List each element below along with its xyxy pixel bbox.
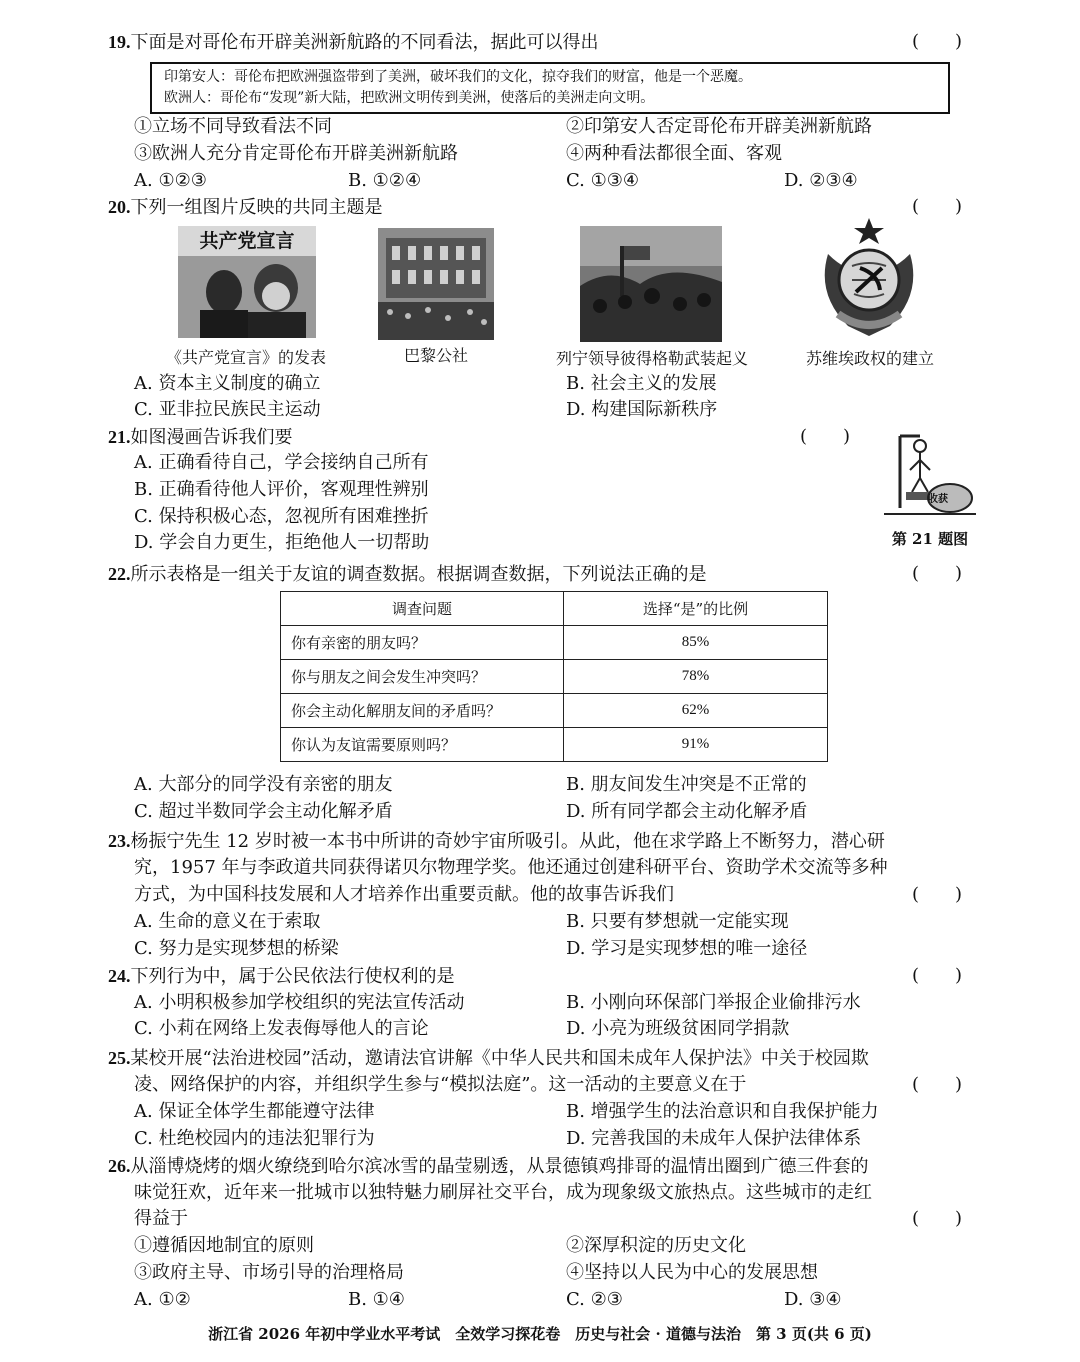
q19-answer-blank[interactable]: ( )	[912, 31, 963, 52]
paris-commune-image	[378, 228, 494, 340]
q20-option-d[interactable]: D. 构建国际新秩序	[566, 399, 718, 420]
manifesto-photo	[178, 226, 316, 338]
q26-option-b[interactable]: B. ①④	[348, 1289, 405, 1310]
q25-stem-line-1: 25.某校开展“法治进校园”活动，邀请法官讲解《中华人民共和国未成年人保护法》中关于校园欺	[108, 1048, 869, 1069]
q19-item-2: ②印第安人否定哥伦布开辟美洲新航路	[566, 116, 872, 137]
q24-number: 24.	[108, 966, 131, 986]
q23-option-c[interactable]: C. 努力是实现梦想的桥梁	[134, 938, 339, 959]
q24-stem: 24.下列行为中，属于公民依法行使权利的是	[108, 966, 455, 987]
q21-figure-caption: 第 21 题图	[891, 530, 969, 548]
q21-stem: 21.如图漫画告诉我们要	[108, 427, 293, 448]
q26-item-4: ④坚持以人民为中心的发展思想	[566, 1262, 818, 1283]
q19-item-3: ③欧洲人充分肯定哥伦布开辟美洲新航路	[134, 143, 458, 164]
row-percent: 91%	[564, 728, 828, 762]
q24-option-d[interactable]: D. 小亮为班级贫困同学捐款	[566, 1018, 790, 1039]
paris-commune-photo	[378, 228, 494, 340]
q19-quote-indian: 印第安人：哥伦布把欧洲强盗带到了美洲，破坏我们的文化，掠夺我们的财富，他是一个恶魔。	[164, 69, 752, 85]
q26-option-a[interactable]: A. ①②	[134, 1289, 191, 1310]
q26-stem-line-1: 26.从淄博烧烤的烟火缭绕到哈尔滨冰雪的晶莹剔透，从景德镇鸡排哥的温情出圈到广德三件套的	[108, 1156, 869, 1177]
q21-option-a[interactable]: A. 正确看待自己，学会接纳自己所有	[134, 452, 429, 473]
q24-option-c[interactable]: C. 小莉在网络上发表侮辱他人的言论	[134, 1018, 429, 1039]
q25-stem-line-2: 凌、网络保护的内容，并组织学生参与“模拟法庭”。这一活动的主要意义在于	[134, 1074, 747, 1095]
table-row	[281, 728, 828, 762]
q20-option-a[interactable]: A. 资本主义制度的确立	[134, 373, 321, 394]
soviet-emblem	[808, 214, 930, 340]
uprising-image	[580, 226, 722, 342]
portrait-figures	[178, 226, 316, 338]
q24-option-b[interactable]: B. 小刚向环保部门举报企业偷排污水	[566, 992, 861, 1013]
q25-option-b[interactable]: B. 增强学生的法治意识和自我保护能力	[566, 1101, 879, 1122]
q24-answer-blank[interactable]: ( )	[912, 965, 963, 986]
q22-answer-blank[interactable]: ( )	[912, 563, 963, 584]
row-percent: 85%	[564, 626, 828, 660]
q22-number: 22.	[108, 564, 131, 584]
q19-stem: 19.下面是对哥伦布开辟美洲新航路的不同看法，据此可以得出	[108, 32, 599, 53]
row-question: 你会主动化解朋友间的矛盾吗？	[281, 694, 564, 728]
q22-option-c[interactable]: C. 超过半数同学会主动化解矛盾	[134, 801, 393, 822]
cartoon-figure	[880, 430, 980, 520]
page-footer: 浙江省 2026 年初中学业水平考试 全效学习探花卷 历史与社会 · 道德与法治 第 3 页(共 6 页)	[208, 1325, 872, 1343]
q23-stem-line-1: 23.杨振宁先生 12 岁时被一本书中所讲的奇妙宇宙所吸引。从此，他在求学路上不断努力，潜心研	[108, 831, 885, 852]
q20-answer-blank[interactable]: ( )	[912, 196, 963, 217]
q19-quote-box	[150, 62, 950, 114]
q22-option-a[interactable]: A. 大部分的同学没有亲密的朋友	[134, 774, 393, 795]
q26-number: 26.	[108, 1156, 131, 1176]
q22-stem: 22.所示表格是一组关于友谊的调查数据。根据调查数据，下列说法正确的是	[108, 564, 707, 585]
q26-answer-blank[interactable]: ( )	[912, 1208, 963, 1229]
q25-option-d[interactable]: D. 完善我国的未成年人保护法律体系	[566, 1128, 862, 1149]
q19-option-a[interactable]: A. ①②③	[134, 170, 207, 191]
q23-number: 23.	[108, 831, 131, 851]
table-row	[281, 694, 828, 728]
q21-number: 21.	[108, 427, 131, 447]
q24-option-a[interactable]: A. 小明积极参加学校组织的宪法宣传活动	[134, 992, 465, 1013]
table-row	[281, 626, 828, 660]
q25-option-c[interactable]: C. 杜绝校园内的违法犯罪行为	[134, 1128, 375, 1149]
q20-option-b[interactable]: B. 社会主义的发展	[566, 373, 717, 394]
header-yes-ratio: 选择“是”的比例	[564, 592, 828, 626]
caption-soviet-regime: 苏维埃政权的建立	[805, 349, 934, 368]
q21-option-c[interactable]: C. 保持积极心态，忽视所有困难挫折	[134, 506, 429, 527]
q25-answer-blank[interactable]: ( )	[912, 1074, 963, 1095]
petrograd-uprising-photo	[580, 226, 722, 342]
q26-option-c[interactable]: C. ②③	[566, 1289, 623, 1310]
q26-stem-line-2: 味觉狂欢，近年来一批城市以独特魅力刷屏社交平台，成为现象级文旅热点。这些城市的走红	[134, 1182, 872, 1203]
caption-paris-commune: 巴黎公社	[403, 346, 468, 365]
q25-number: 25.	[108, 1048, 131, 1068]
q23-option-a[interactable]: A. 生命的意义在于索取	[134, 911, 321, 932]
q21-option-b[interactable]: B. 正确看待他人评价，客观理性辨别	[134, 479, 429, 500]
row-question: 你有亲密的朋友吗？	[281, 626, 564, 660]
row-question: 你与朋友之间会发生冲突吗？	[281, 660, 564, 694]
manifesto-title: 共产党宣言	[199, 230, 295, 252]
q22-option-d[interactable]: D. 所有同学都会主动化解矛盾	[566, 801, 808, 822]
row-percent: 62%	[564, 694, 828, 728]
friendship-survey-table	[280, 591, 828, 762]
caption-petrograd-uprising: 列宁领导彼得格勒武装起义	[555, 349, 748, 368]
caption-manifesto: 《共产党宣言》的发表	[165, 348, 326, 367]
q20-stem: 20.下列一组图片反映的共同主题是	[108, 197, 383, 218]
q26-item-1: ①遵循因地制宜的原则	[134, 1235, 314, 1256]
q19-item-4: ④两种看法都很全面、客观	[566, 143, 782, 164]
q26-option-d[interactable]: D. ③④	[784, 1289, 842, 1310]
q23-answer-blank[interactable]: ( )	[912, 884, 963, 905]
q21-option-d[interactable]: D. 学会自力更生，拒绝他人一切帮助	[134, 532, 430, 553]
header-question: 调查问题	[281, 592, 564, 626]
q25-option-a[interactable]: A. 保证全体学生都能遵守法律	[134, 1101, 375, 1122]
q23-option-b[interactable]: B. 只要有梦想就一定能实现	[566, 911, 789, 932]
q23-stem-line-3: 方式，为中国科技发展和人才培养作出重要贡献。他的故事告诉我们	[134, 884, 674, 905]
table-header-row	[281, 592, 828, 626]
q19-option-b[interactable]: B. ①②④	[348, 170, 422, 191]
q19-item-1: ①立场不同导致看法不同	[134, 116, 332, 137]
soviet-emblem-image	[808, 214, 930, 340]
q23-option-d[interactable]: D. 学习是实现梦想的唯一途径	[566, 938, 808, 959]
q20-number: 20.	[108, 197, 131, 217]
q26-item-2: ②深厚积淀的历史文化	[566, 1235, 746, 1256]
q19-option-d[interactable]: D. ②③④	[784, 170, 858, 191]
q26-item-3: ③政府主导、市场引导的治理格局	[134, 1262, 404, 1283]
cartoon-harvest-label: 收获	[928, 494, 948, 505]
row-percent: 78%	[564, 660, 828, 694]
q23-stem-line-2: 究，1957 年与李政道共同获得诺贝尔物理学奖。他还通过创建科研平台、资助学术交流等多种	[134, 857, 888, 878]
q19-option-c[interactable]: C. ①③④	[566, 170, 639, 191]
q26-stem-line-3: 得益于	[134, 1208, 188, 1229]
q22-option-b[interactable]: B. 朋友间发生冲突是不正常的	[566, 774, 807, 795]
q20-option-c[interactable]: C. 亚非拉民族民主运动	[134, 399, 321, 420]
q19-number: 19.	[108, 32, 131, 52]
q21-answer-blank[interactable]: ( )	[800, 426, 851, 447]
q21-cartoon	[880, 430, 980, 520]
row-question: 你认为友谊需要原则吗？	[281, 728, 564, 762]
q19-quote-european: 欧洲人：哥伦布“发现”新大陆，把欧洲文明传到美洲，使落后的美洲走向文明。	[164, 90, 655, 106]
table-row	[281, 660, 828, 694]
